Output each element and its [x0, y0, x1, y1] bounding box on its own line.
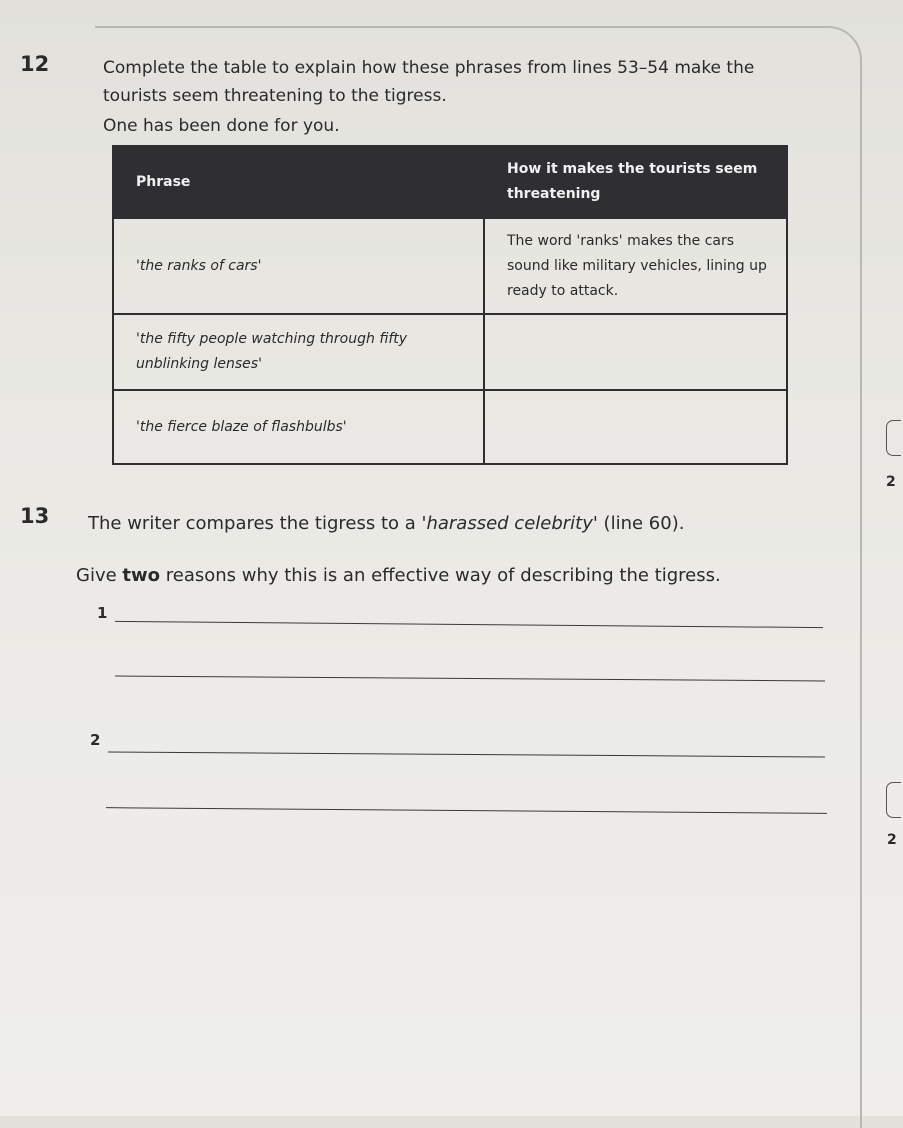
- table-row: [113, 218, 787, 314]
- row-3-answer-cell[interactable]: [484, 390, 787, 464]
- question-13-line-1: The writer compares the tigress to a 'harassed celebrity' (line 60).: [88, 513, 685, 534]
- answer-1-label: 1: [97, 604, 108, 622]
- question-12-line-3: One has been done for you.: [103, 116, 340, 136]
- phrase-table: [112, 145, 788, 465]
- answer-1-line-a[interactable]: [115, 621, 823, 628]
- answer-2-label: 2: [90, 731, 101, 749]
- header-explanation: How it makes the tourists seem threatening: [484, 146, 787, 218]
- marks-bracket-12: [886, 420, 901, 456]
- answer-2-line-a[interactable]: [108, 751, 825, 757]
- row-1-phrase: 'the ranks of cars': [113, 218, 484, 314]
- table-row: [113, 390, 787, 464]
- marks-13: 2: [887, 832, 897, 848]
- question-12-line-2: tourists seem threatening to the tigress.: [103, 86, 447, 106]
- answer-1-line-b[interactable]: [115, 676, 825, 682]
- marks-12: 2: [886, 474, 896, 490]
- question-12-line-1: Complete the table to explain how these phrases from lines 53–54 make the: [103, 58, 755, 78]
- table-row: [113, 314, 787, 390]
- table-header-row: [113, 146, 787, 218]
- question-13-line-2: Give two reasons why this is an effective way of describing the tigress.: [76, 565, 721, 586]
- answer-2-line-b[interactable]: [106, 807, 827, 814]
- row-2-phrase: 'the fifty people watching through fifty unblinking lenses': [113, 314, 484, 390]
- marks-bracket-13: [886, 782, 901, 818]
- question-12-number: 12: [20, 52, 50, 76]
- header-phrase: Phrase: [113, 146, 484, 218]
- row-3-phrase: 'the fierce blaze of flashbulbs': [113, 390, 484, 464]
- row-1-explanation: The word 'ranks' makes the cars sound like military vehicles, lining up ready to attack.: [484, 218, 787, 314]
- question-13-number: 13: [20, 504, 50, 528]
- row-2-answer-cell[interactable]: [484, 314, 787, 390]
